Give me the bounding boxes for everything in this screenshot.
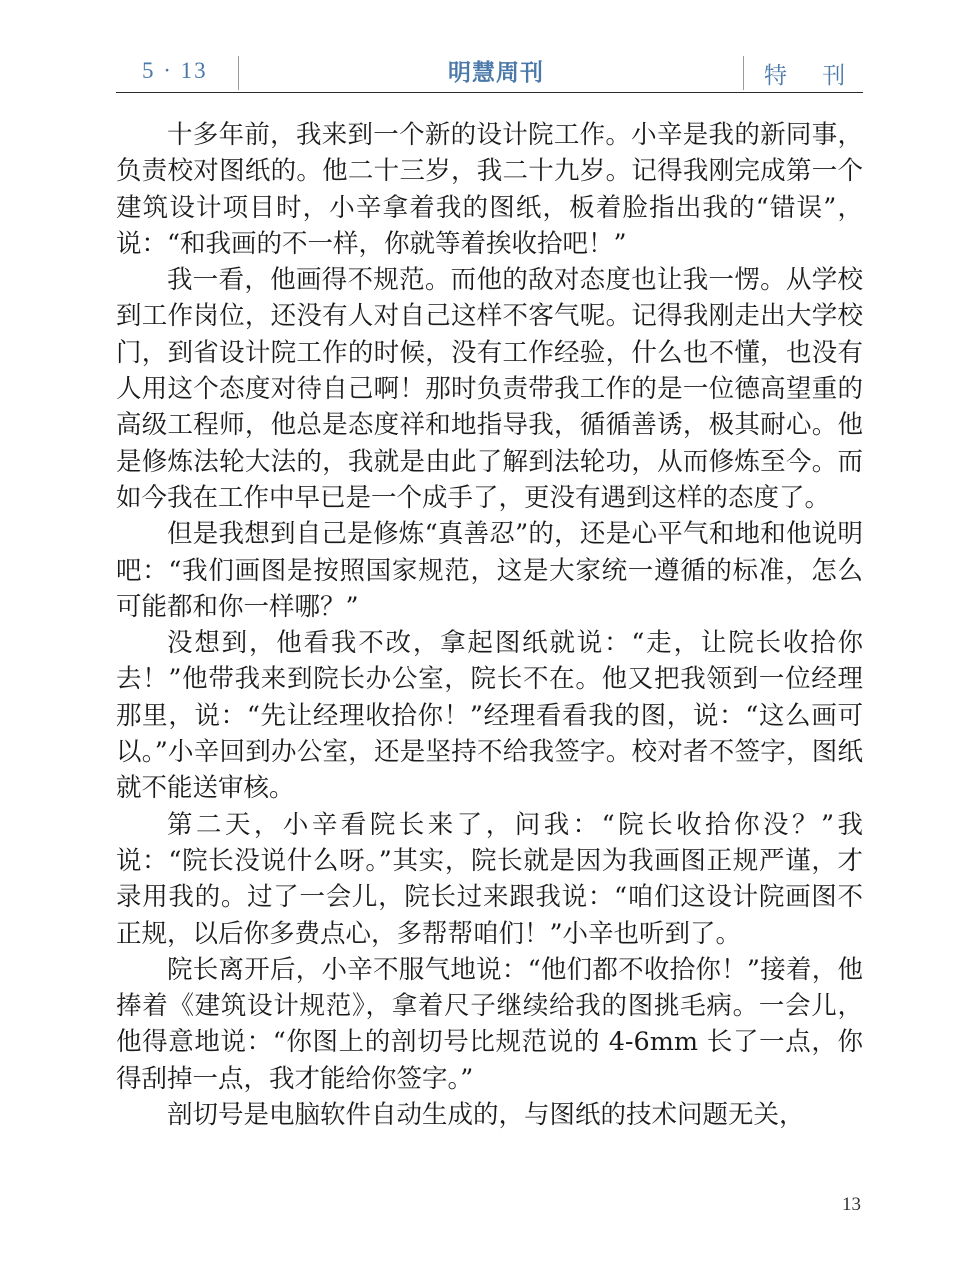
article-body — [116, 117, 863, 1133]
paragraph: 十多年前，我来到一个新的设计院工作。小辛是我的新同事，负责校对图纸的。他二十三岁，我二十九岁。记得我刚完成第一个建筑设计项目时，小辛拿着我的图纸，板着脸指出我的“错误”，说：“和我画的不一样，你就等着挨收拾吧！” — [116, 120, 863, 259]
page-number: 13 — [842, 1194, 861, 1215]
paragraph: 第二天，小辛看院长来了，问我：“院长收拾你没？”我说：“院长没说什么呀。”其实，院长就是因为我画图正规严谨，才录用我的。过了一会儿，院长过来跟我说：“咱们这设计院画图不正规，以后你多费点心，多帮帮咱们！”小辛也听到了。 — [116, 809, 863, 949]
publication-title: 明慧周刊 — [448, 60, 544, 86]
paragraph: 院长离开后，小辛不服气地说：“他们都不收拾你！”接着，他捧着《建筑设计规范》，拿着尺子继续给我的图挑毛病。一会儿，他得意地说：“你图上的剖切号比规范说的 4-6mm 长了一点，你得刮掉一点，我才能给你签字。” — [116, 954, 863, 1094]
header-divider-right — [743, 56, 744, 90]
paragraph: 剖切号是电脑软件自动生成的，与图纸的技术问题无关， — [167, 1100, 805, 1131]
paragraph: 但是我想到自己是修炼“真善忍”的，还是心平气和地和他说明吧：“我们画图是按照国家规范，这是大家统一遵循的标准，怎么可能都和你一样哪？” — [116, 519, 863, 622]
paragraph: 我一看，他画得不规范。而他的敌对态度也让我一愣。从学校到工作岗位，还没有人对自己这样不客气呢。记得我刚走出大学校门，到省设计院工作的时候，没有工作经验，什么也不懂，也没有人用这个态度对待自己啊！那时负责带我工作的是一位德高望重的高级工程师，他总是态度祥和地指导我，循循善诱，极其耐心。他是修炼法轮大法的，我就是由此了解到法轮功，从而修炼至今。而如今我在工作中早已是一个成手了，更没有遇到这样的态度了。 — [116, 265, 863, 513]
issue-number: 5 · 13 — [142, 58, 208, 83]
paragraph: 没想到，他看我不改，拿起图纸就说：“走，让院长收拾你去！”他带我来到院长办公室，院长不在。他又把我领到一位经理那里，说：“先让经理收拾你！”经理看看我的图，说：“这么画可以。”小辛回到办公室，还是坚持不给我签字。校对者不签字，图纸就不能送审核。 — [116, 628, 863, 804]
header-divider-left — [238, 56, 239, 90]
running-header — [116, 50, 863, 93]
section-label: 特 刊 — [764, 63, 860, 89]
